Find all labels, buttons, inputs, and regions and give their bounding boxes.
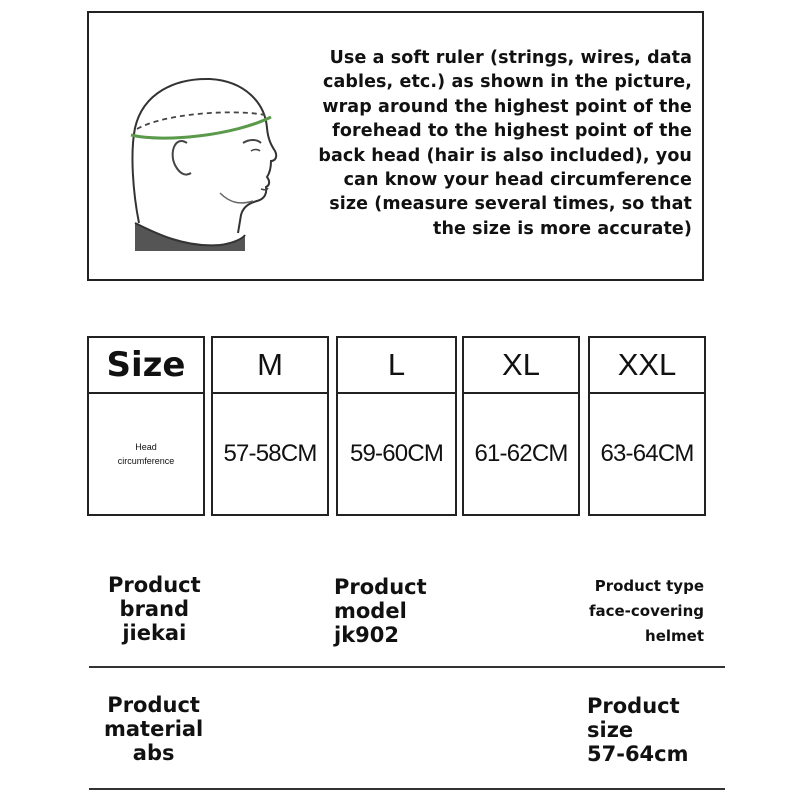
product-model bbox=[334, 575, 427, 647]
product-size-line: size bbox=[587, 718, 634, 742]
size-label: M bbox=[257, 347, 283, 382]
product-brand-line: Product bbox=[108, 573, 201, 597]
head-circumference-label bbox=[118, 440, 175, 468]
size-range: 61-62CM bbox=[474, 440, 568, 467]
product-brand-line: brand bbox=[119, 597, 190, 621]
size-label: XXL bbox=[617, 347, 677, 382]
instruction-line: back head (hair is also included), you bbox=[318, 145, 692, 166]
instruction-line: cables, etc.) as shown in the picture, bbox=[322, 72, 692, 93]
size-value-xl bbox=[462, 392, 580, 516]
product-type-line: helmet bbox=[645, 627, 704, 645]
size-header-l bbox=[336, 336, 457, 394]
size-value-m bbox=[211, 392, 329, 516]
product-type-line: face-covering bbox=[588, 602, 704, 620]
size-value-l bbox=[336, 392, 457, 516]
instruction-line: size (measure several times, so that bbox=[329, 194, 692, 215]
instruction-line: can know your head circumference bbox=[343, 170, 692, 191]
product-brand-line: jiekai bbox=[122, 621, 187, 645]
size-header-m bbox=[211, 336, 329, 394]
instruction-line: the size is more accurate) bbox=[433, 218, 692, 239]
product-type-line: Product type bbox=[594, 577, 704, 595]
size-label: L bbox=[387, 347, 406, 382]
measurement-guide-box bbox=[87, 11, 704, 281]
product-brand bbox=[108, 573, 201, 645]
size-table-title: Size bbox=[106, 345, 186, 385]
row-label-cell bbox=[87, 392, 205, 516]
product-size-line: Product bbox=[587, 694, 680, 718]
size-range: 59-60CM bbox=[349, 440, 444, 467]
instruction-line: Use a soft ruler (strings, wires, data bbox=[329, 48, 692, 68]
product-size bbox=[587, 694, 689, 766]
size-table-title-cell bbox=[87, 336, 205, 394]
size-header-xxl bbox=[588, 336, 706, 394]
product-type bbox=[589, 574, 704, 649]
head-measurement-icon bbox=[125, 73, 295, 253]
instruction-line: forehead to the highest point of the bbox=[332, 121, 692, 142]
product-material bbox=[104, 693, 203, 765]
size-range: 63-64CM bbox=[600, 440, 694, 467]
product-material-line: Product bbox=[107, 693, 200, 717]
size-label: XL bbox=[502, 347, 540, 382]
product-material-line: material bbox=[104, 717, 204, 741]
instruction-line: wrap around the highest point of the bbox=[322, 96, 692, 117]
product-material-line: abs bbox=[132, 741, 175, 765]
product-size-line: 57-64cm bbox=[587, 742, 689, 766]
row-label-line: Head bbox=[135, 442, 157, 452]
section-divider bbox=[89, 666, 725, 668]
section-divider bbox=[89, 788, 725, 790]
row-label-line: circumference bbox=[117, 456, 175, 466]
size-value-xxl bbox=[588, 392, 706, 516]
product-model-line: model bbox=[334, 599, 407, 623]
size-range: 57-58CM bbox=[223, 440, 317, 467]
product-model-line: jk902 bbox=[334, 623, 399, 647]
product-model-line: Product bbox=[334, 575, 427, 599]
size-header-xl bbox=[462, 336, 580, 394]
measurement-instructions bbox=[292, 46, 692, 241]
